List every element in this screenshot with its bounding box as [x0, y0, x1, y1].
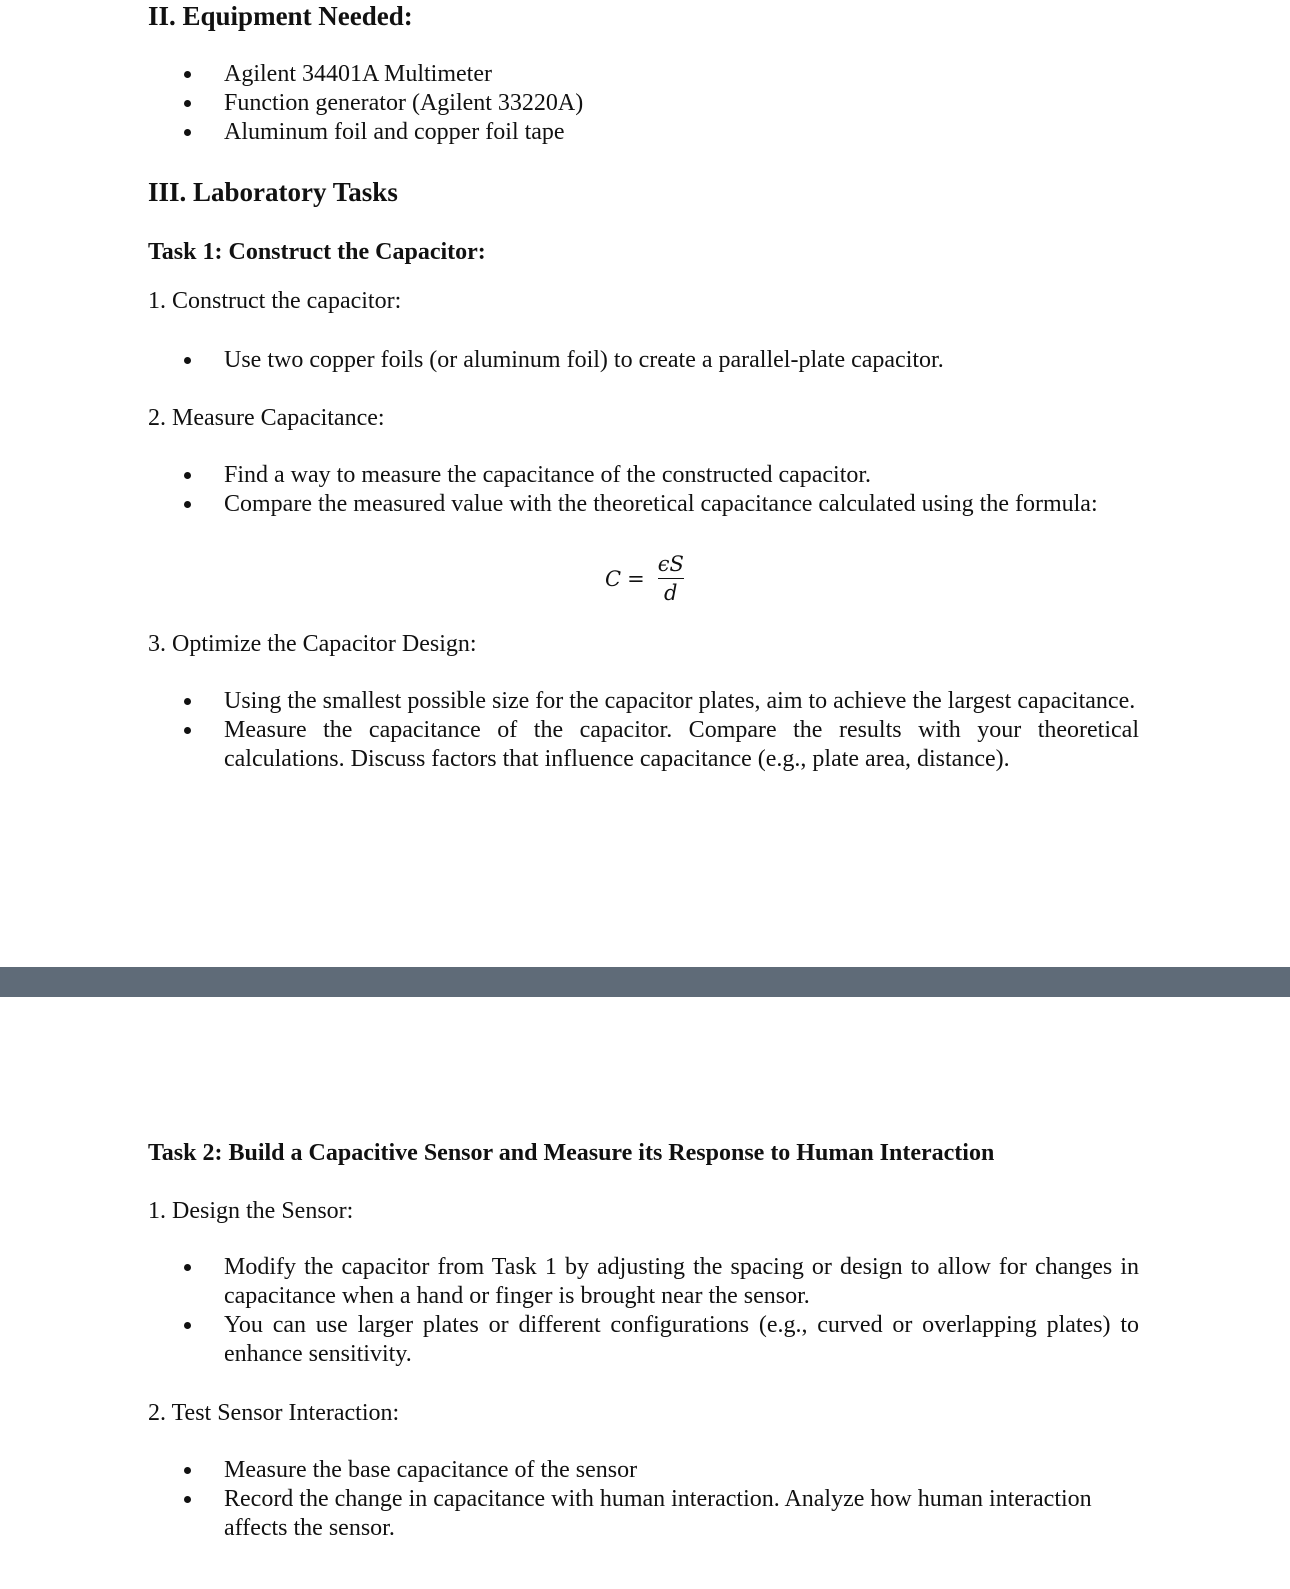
list-item: Measure the capacitance of the capacitor. Compare the results with your theoretical calculations. Discuss factors that influence capacitance (e.g., plate area, distance). — [184, 716, 1139, 774]
task1-step3-list — [184, 687, 1139, 774]
bullet-icon — [184, 357, 191, 364]
task2-step1-list — [184, 1253, 1139, 1369]
list-item: Modify the capacitor from Task 1 by adjusting the spacing or design to allow for changes in capacitance when a hand or finger is brought near the sensor. — [184, 1253, 1139, 1311]
bullet-icon — [184, 129, 191, 136]
list-item: Record the change in capacitance with human interaction. Analyze how human interaction affects the sensor. — [184, 1485, 1139, 1543]
task2-step2-list — [184, 1456, 1139, 1543]
list-item: Agilent 34401A Multimeter — [184, 60, 1139, 89]
formula-lhs: C — [605, 566, 622, 591]
bullet-icon — [184, 698, 191, 705]
task1-step2-label: 2. Measure Capacitance: — [148, 405, 385, 431]
task2-heading: Task 2: Build a Capacitive Sensor and Measure its Response to Human Interaction — [148, 1140, 995, 1166]
bullet-icon — [184, 727, 191, 734]
list-item: Compare the measured value with the theoretical capacitance calculated using the formula: — [184, 490, 1139, 519]
bullet-icon — [184, 100, 191, 107]
formula-denominator: d — [664, 581, 678, 605]
list-item: Measure the base capacitance of the sensor — [184, 1456, 1139, 1485]
bullet-icon — [184, 1264, 191, 1271]
bullet-icon — [184, 71, 191, 78]
list-item: Function generator (Agilent 33220A) — [184, 89, 1139, 118]
task2-step1-label: 1. Design the Sensor: — [148, 1198, 354, 1224]
task2-step2-label: 2. Test Sensor Interaction: — [148, 1400, 400, 1426]
bullet-icon — [184, 501, 191, 508]
task1-step1-label: 1. Construct the capacitor: — [148, 288, 402, 314]
list-item: Aluminum foil and copper foil tape — [184, 118, 1139, 147]
task1-step3-label: 3. Optimize the Capacitor Design: — [148, 631, 477, 657]
bullet-icon — [184, 1467, 191, 1474]
fraction-bar — [658, 578, 684, 579]
equipment-heading: II. Equipment Needed: — [148, 1, 413, 31]
formula-equals: = — [627, 566, 645, 591]
lab-tasks-heading: III. Laboratory Tasks — [148, 177, 398, 207]
equipment-list — [184, 60, 1139, 147]
formula-fraction — [655, 552, 687, 605]
list-item: You can use larger plates or different configurations (e.g., curved or overlapping plates) to enhance sensitivity. — [184, 1311, 1139, 1369]
bullet-icon — [184, 472, 191, 479]
page-separator — [0, 967, 1290, 997]
document-page-2 — [0, 997, 1290, 1589]
bullet-icon — [184, 1496, 191, 1503]
list-item: Find a way to measure the capacitance of the constructed capacitor. — [184, 461, 1139, 490]
task1-step1-list — [184, 346, 1139, 375]
formula-numerator: ϵS — [657, 552, 684, 576]
list-item: Using the smallest possible size for the capacitor plates, aim to achieve the largest capacitance. — [184, 687, 1139, 716]
bullet-icon — [184, 1322, 191, 1329]
list-item: Use two copper foils (or aluminum foil) to create a parallel-plate capacitor. — [184, 346, 1139, 375]
capacitance-formula — [605, 552, 687, 605]
task1-heading: Task 1: Construct the Capacitor: — [148, 239, 486, 265]
task1-step2-list — [184, 461, 1139, 519]
